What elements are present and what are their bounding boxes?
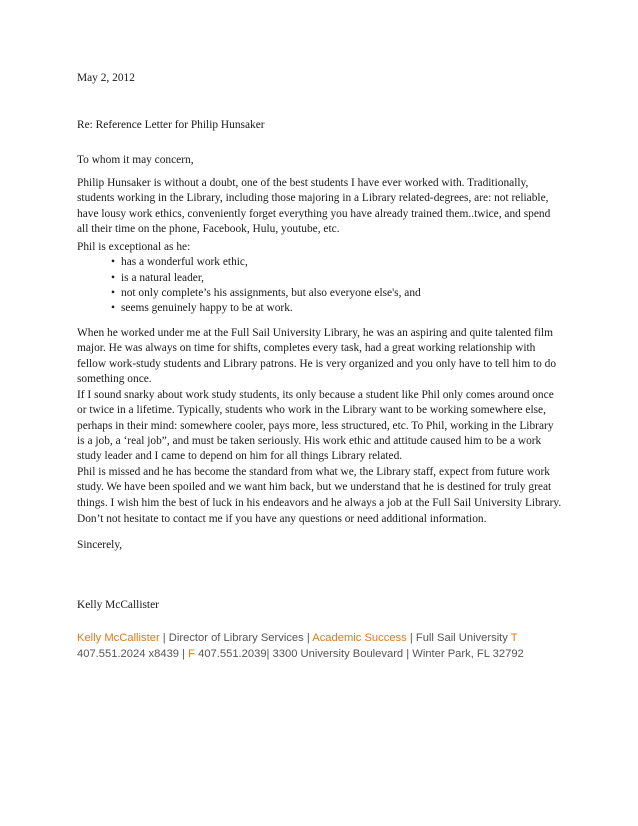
paragraph-line: When he worked under me at the Full Sail University Library, he was an aspiring and quite talented film [77,327,553,339]
paragraph-2 [77,326,577,387]
list-item: • not only complete’s his assignments, but also everyone else's, and [77,286,577,301]
bullet-icon: • [111,286,115,299]
paragraph-line: all their time on the phone, Facebook, Hulu, youtube, etc. [77,222,340,235]
paragraph-line: study leader and I came to depend on him for all things Library related. [77,450,403,463]
paragraph-line: Philip Hunsaker is without a doubt, one of the best students I have ever worked with. Traditionally, [77,177,529,189]
paragraph-line: students working in the Library, including those majoring in a Library related-degrees, are: not reliable, [77,192,549,205]
signature-name: Kelly McCallister [77,632,160,644]
paragraph-line: have lousy work ethics, conveniently forget everything you have already trained them..twice, and spend [77,207,551,220]
letter-subject: Re: Reference Letter for Philip Hunsaker [77,119,265,131]
signer-name: Kelly McCallister [77,599,159,611]
paragraph-line: things. I wish him the best of luck in his endeavors and he always a job at the Full Sail University Library. [77,496,562,509]
bullet-icon: • [111,256,115,269]
list-item: • has a wonderful work ethic, [77,255,577,270]
paragraph-line: is a job, a ‘real job”, and must be taken seriously. His work ethic and attitude caused him to be a work [77,434,542,447]
closing: Sincerely, [77,539,123,551]
paragraph-1 [77,176,577,237]
paragraph-line: perhaps in their mind: somewhere cooler, pays more, less structured, etc. To Phil, working in the Library [77,419,554,432]
signature-fax-address: 407.551.2039| 3300 University Boulevard | Winter Park, FL 32792 [195,648,524,660]
signature-sep: | Director of Library Services | [159,632,313,644]
list-item: • is a natural leader, [77,271,577,286]
signature-phone: 407.551.2024 x8439 | [77,648,189,660]
paragraph-3 [77,388,577,464]
list-intro: Phil is exceptional as he: [77,241,191,253]
salutation: To whom it may concern, [77,154,194,166]
bullet-icon: • [111,302,115,315]
fax-label: F [188,648,195,660]
paragraph-4 [77,465,577,511]
qualities-list [77,240,577,316]
signature-sep: | Full Sail University [406,632,511,644]
list-item: • seems genuinely happy to be at work. [77,301,577,316]
paragraph-line: If I sound snarky about work study students, its only because a student like Phil only comes around once [77,389,554,401]
phone-label: T [510,632,518,644]
paragraph-line: something once. [77,372,152,385]
paragraph-line: or twice in a lifetime. Typically, students who work in the Library want to be working somewhere else, [77,404,546,417]
email-signature [77,630,597,662]
signature-line-2 [77,646,597,662]
paragraph-line: fellow work-study students and Library patrons. He is very organized and you only have to tell him to do [77,357,557,370]
paragraph-line: study. We have been spoiled and we want him back, but we understand that he is destined for truly great [77,481,552,494]
bullet-list [77,255,577,316]
paragraph-line: major. He was always on time for shifts, completes every task, had a great working relationship with [77,342,536,355]
paragraph-line: Phil is missed and he has become the standard from what we, the Library staff, expect from future work [77,466,550,478]
letter-date: May 2, 2012 [77,72,135,84]
paragraph-5: Don’t not hesitate to contact me if you have any questions or need additional information. [77,513,487,525]
signature-line-1 [77,630,597,646]
bullet-icon: • [111,271,115,284]
signature-dept: Academic Success [312,632,407,644]
